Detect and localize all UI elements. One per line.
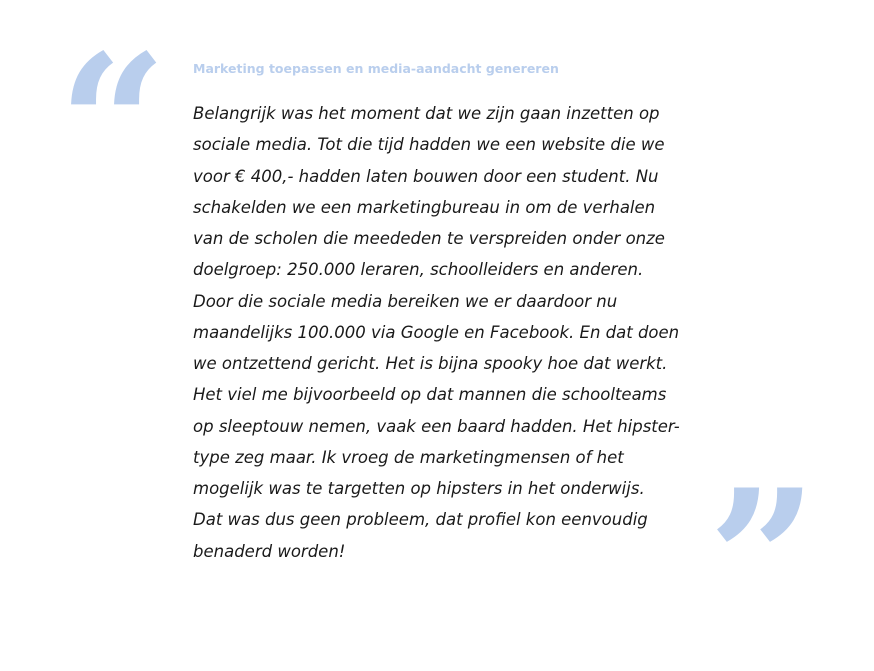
- quote-line: op sleeptouw nemen, vaak een baard hadden. Het hipster-: [193, 416, 680, 436]
- quote-line: Door die sociale media bereiken we er daardoor nu: [193, 291, 618, 311]
- quote-line: maandelijks 100.000 via Google en Facebook. En dat doen: [193, 322, 680, 342]
- quote-body: [193, 98, 693, 567]
- quote-line: type zeg maar. Ik vroeg de marketingmensen of het: [193, 447, 624, 467]
- quote-line: doelgroep: 250.000 leraren, schoolleiders en anderen.: [193, 260, 644, 280]
- quote-line: schakelden we een marketingbureau in om de verhalen: [193, 197, 656, 217]
- quote-line: Dat was dus geen probleem, dat profiel kon eenvoudig: [193, 510, 648, 530]
- quote-line: Belangrijk was het moment dat we zijn gaan inzetten op: [193, 104, 660, 123]
- quote-line: sociale media. Tot die tijd hadden we een website die we: [193, 135, 665, 155]
- quote-line: benaderd worden!: [193, 541, 346, 561]
- quote-line: mogelijk was te targetten op hipsters in het onderwijs.: [193, 479, 645, 498]
- open-quote-mark: “: [58, 13, 158, 236]
- quote-line: Het viel me bijvoorbeeld op dat mannen die schoolteams: [193, 385, 667, 405]
- quote-line: we ontzettend gericht. Het is bijna spooky hoe dat werkt.: [193, 354, 668, 373]
- quote-line: voor € 400,- hadden laten bouwen door een student. Nu: [193, 166, 659, 186]
- close-quote-mark: ”: [708, 448, 808, 671]
- quote-heading: Marketing toepassen en media-aandacht genereren: [193, 61, 559, 76]
- quote-line: van de scholen die meededen te verspreiden onder onze: [193, 229, 665, 248]
